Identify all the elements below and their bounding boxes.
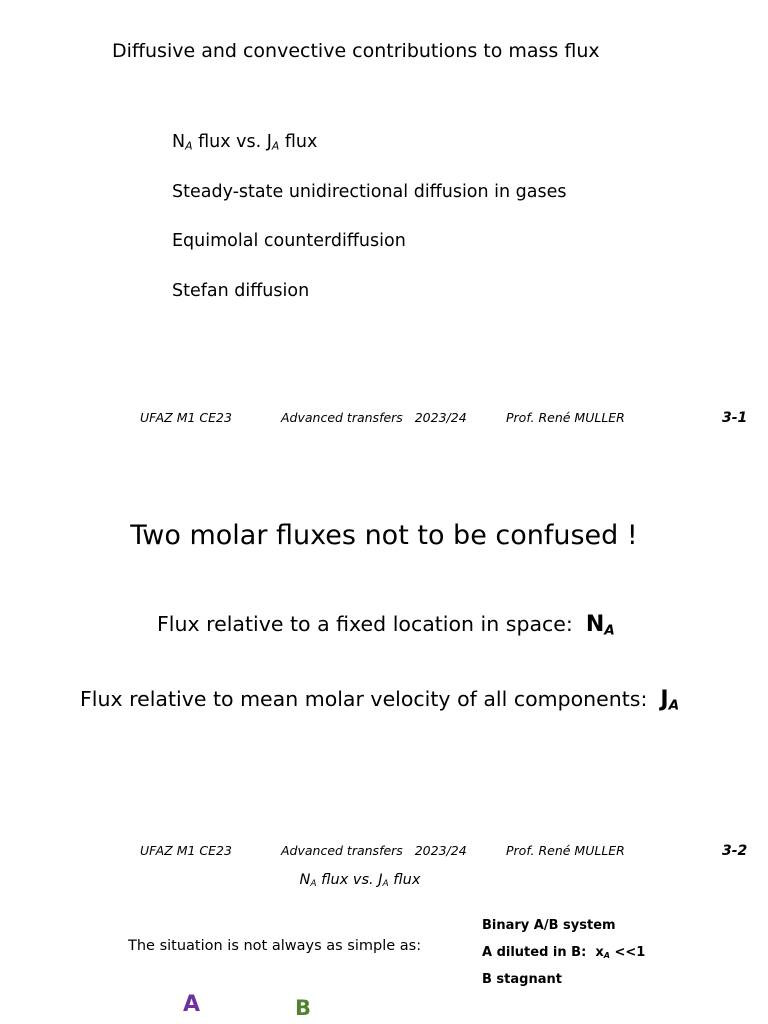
slide1-footer-course: UFAZ M1 CE23 <box>140 410 232 425</box>
ja-symbol: $J_A$ <box>660 687 680 714</box>
slide3-text: The situation is not always as simple as: <box>128 938 422 954</box>
slide1-title: Diffusive and convective contributions to mass flux <box>112 40 600 62</box>
slide1-item-na-vs-ja: $N_A$ flux vs. $J_A$ flux <box>172 132 318 153</box>
slide2-line-ja: Flux relative to mean molar velocity of all components: $J_A$ <box>80 687 680 714</box>
na-symbol: $N_A$ <box>585 612 615 639</box>
slide1-footer-author: Prof. René MULLER <box>506 410 625 425</box>
slide1-footer-subject: Advanced transfers 2023/24 <box>281 410 467 425</box>
slide2-page-number: 3-2 <box>722 843 748 859</box>
slide3-heading: $N_A$ flux vs. $J_A$ flux <box>299 872 421 890</box>
species-b-label: B <box>295 996 312 1020</box>
slide2-title: Two molar fluxes not to be confused ! <box>130 520 638 551</box>
slide2-footer-course: UFAZ M1 CE23 <box>140 843 232 858</box>
slide3-note-stagnant: B stagnant <box>482 972 562 987</box>
slide1-item-steady-state: Steady-state unidirectional diffusion in gases <box>172 182 567 202</box>
slide2-footer-subject: Advanced transfers 2023/24 <box>281 843 467 858</box>
slide3-note-diluted: A diluted in B: $x_A <<1$ <box>482 945 646 960</box>
slide2-line-na: Flux relative to a fixed location in space: $N_A$ <box>157 612 615 639</box>
slide1-item-stefan: Stefan diffusion <box>172 281 310 301</box>
species-a-label: A <box>183 992 201 1017</box>
slide2-footer-author: Prof. René MULLER <box>506 843 625 858</box>
slide3-note-binary: Binary A/B system <box>482 918 616 933</box>
slide1-page-number: 3-1 <box>722 410 748 426</box>
slide1-item-equimolal: Equimolal counterdiffusion <box>172 231 406 251</box>
